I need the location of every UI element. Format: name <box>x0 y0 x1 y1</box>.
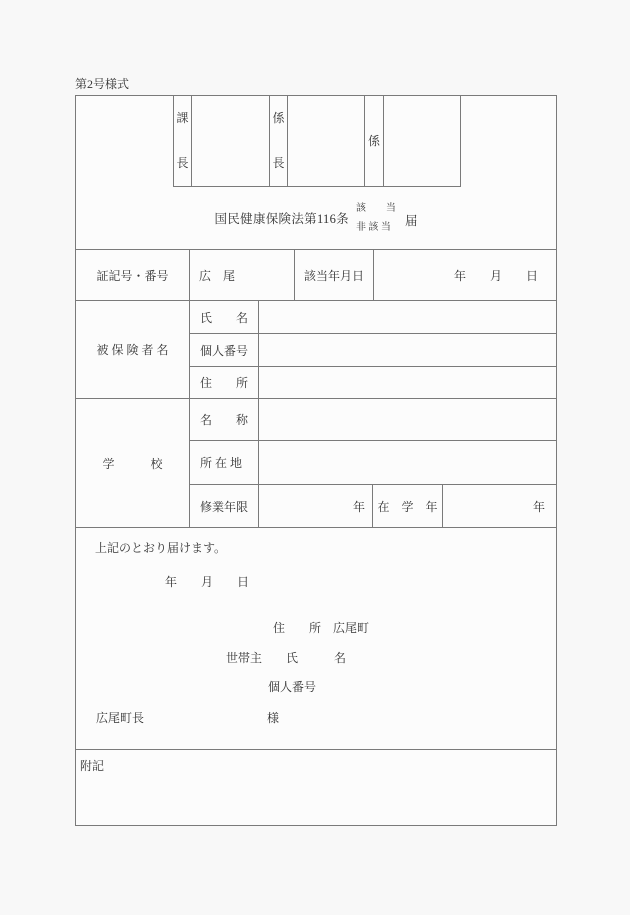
school-address-row <box>190 440 556 484</box>
declaration-section <box>76 527 556 749</box>
insured-person-rows <box>190 301 556 398</box>
section-chief-stamp-box <box>192 96 270 186</box>
school-name-label: 名 称 <box>190 399 259 440</box>
notes-label: 附記 <box>80 759 105 773</box>
notes-section <box>76 749 556 825</box>
clerk-label: 係 <box>365 96 384 186</box>
school-name-row <box>190 399 556 440</box>
certificate-office-value: 広 尾 <box>190 250 295 300</box>
law-title-text: 国民健康保険法第116条 <box>214 212 349 226</box>
form-number-label: 第2号様式 <box>75 77 130 91</box>
school-address-field <box>259 441 556 484</box>
insured-address-label: 住 所 <box>190 367 259 398</box>
clerk-stamp-box <box>384 96 460 186</box>
householder-address-line: 住 所 広尾町 <box>273 621 370 635</box>
approval-stamp-table <box>173 95 461 187</box>
unit-chief-label: 係 長 <box>270 96 288 186</box>
notification-form-table <box>75 95 557 826</box>
applicable-date-label: 該当年月日 <box>295 250 374 300</box>
certificate-number-row <box>76 249 556 300</box>
insured-personal-number-label: 個人番号 <box>190 334 259 366</box>
householder-personal-number-line: 個人番号 <box>268 680 317 694</box>
school-name-field <box>259 399 556 440</box>
status-not-applicable: 非 該 当 <box>355 221 391 233</box>
insured-name-row <box>190 301 556 333</box>
mayor-honorific: 様 <box>267 711 280 725</box>
certificate-number-label: 証記号・番号 <box>76 250 190 300</box>
unit-chief-stamp-box <box>288 96 365 186</box>
years-of-study-label: 修業年限 <box>190 485 259 527</box>
insured-name-label: 氏 名 <box>190 301 259 333</box>
school-years-row <box>190 484 556 527</box>
householder-name-line: 世帯主 氏 名 <box>226 651 347 665</box>
insured-address-row <box>190 366 556 398</box>
mayor-addressee: 広尾町長 <box>96 711 145 725</box>
declaration-date-field: 年 月 日 <box>165 575 250 589</box>
section-chief-label: 課 長 <box>174 96 192 186</box>
school-section <box>76 398 556 527</box>
applicable-date-field: 年 月 日 <box>453 268 538 283</box>
applicable-status-stack <box>356 204 396 233</box>
school-label: 学 校 <box>76 399 190 527</box>
school-address-label: 所 在 地 <box>190 441 259 484</box>
years-of-study-field: 年 <box>259 485 373 527</box>
notification-suffix: 届 <box>404 213 418 228</box>
insured-person-section <box>76 300 556 398</box>
form-title <box>76 200 556 236</box>
school-rows <box>190 399 556 527</box>
status-applicable: 該 当 <box>355 202 396 214</box>
insured-address-field <box>259 367 556 398</box>
declaration-statement: 上記のとおり届けます。 <box>95 541 227 555</box>
form-header <box>76 96 556 249</box>
insured-person-label: 被 保 険 者 名 <box>76 301 190 398</box>
current-grade-label: 在 学 年 <box>373 485 443 527</box>
insured-personal-number-row <box>190 333 556 366</box>
current-grade-field: 年 <box>532 499 545 514</box>
insured-name-field <box>259 301 556 333</box>
insured-personal-number-field <box>259 334 556 366</box>
